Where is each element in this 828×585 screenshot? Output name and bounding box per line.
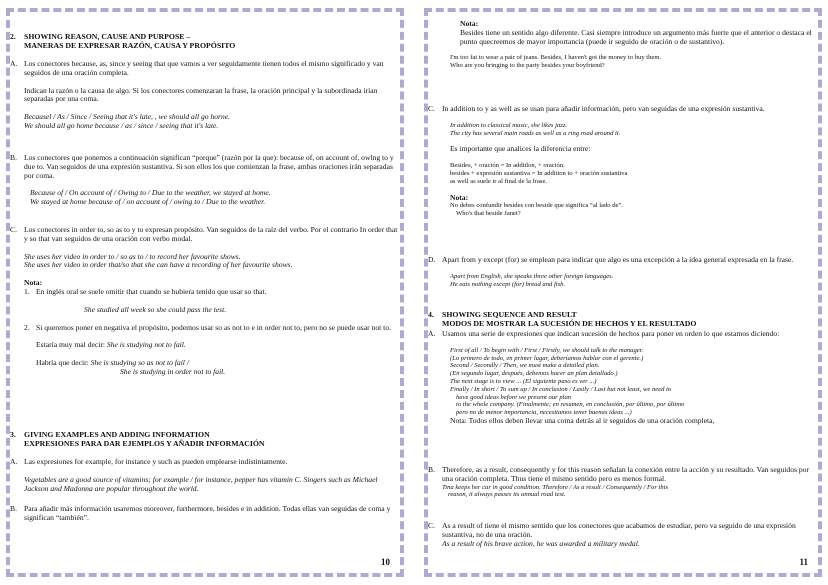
example: As a result of his brave action, he was awarded a military medal. [442, 538, 640, 548]
section-title: SHOWING SEQUENCE AND RESULT [442, 310, 577, 319]
example-line: to the whole company. (Finalmente; en resumen, en conclusión, por último, por último [456, 401, 685, 409]
example: Tina keeps her car in good condition. Therefore / As a result / Consequently / For this [442, 483, 669, 491]
paragraph: Los conectores in order to, so as to y to expresan propósito. Van seguidos de la raíz del verbo. Por el contrario In order that y so that van seguidos de una oración con verbo modal. [24, 225, 398, 243]
example: Because of / On account of / Owing to / Due to the weather, we stayed at home. [30, 188, 271, 198]
example: Apart from English, she speaks three other foreign languages. [450, 272, 614, 280]
paragraph: Para añadir más información usaremos moreover, furthermore, besides e in addition. Todas ellas van seguidas de coma y significan “también”. [24, 504, 391, 522]
example: Who's that beside Janet? [456, 210, 521, 218]
example: She studied all week so she could pass the test. [84, 304, 227, 314]
example: We stayed at home because of / on account of / owing to / Due to the weather. [30, 197, 266, 207]
paragraph: Therefore, as a result, consequently y for this reason señalan la conexión entre la acción y su resultado. Van seguidos por una oración completa. Thus tiene el mismo sentido pero es menos formal. [442, 465, 809, 483]
section-subtitle: MANERAS DE EXPRESAR RAZÓN, CAUSA Y PROPÓSITO [24, 41, 236, 50]
item-b: B. Los conectores que ponemos a continuación significan “porque” (razón por la que): because of, on account of, owlng to y due to. Van seguidos de una expresión sustantiva. Si son ellos los que comienzan la frase, ambas oraciones irán separadas por coma. Because of / On account of / Owing to / Due to the weather, we stayed at home. We stayed at home because of / on account of / owing to / Due to the weather. [10, 154, 400, 207]
item-3a: A. Las expresiones for example, for instance y such as pueden emplearse indistintamente. Vegetables are a good source of vitamins; for example / for instance, pepper has vitamin C. Singers such as Michael Jackson and Madonna are popular throughout the world. [10, 458, 400, 493]
example: We should all go home because / as / since / seeing that it's late. [24, 120, 219, 130]
item-4c: C. As a result of tiene el mismo sentido que los conectores que acabamos de estudiar, pero va seguido de una expresión sustantiva, no de una oración. As a result of his brave action, he was awarded a military medal. [428, 522, 818, 548]
sequence-examples [428, 347, 818, 417]
example: The city has several main roads as well as a ring road around it. [450, 129, 621, 137]
section-4-heading: 4. SHOWING SEQUENCE AND RESULT MODOS DE MOSTRAR LA SUCESIÓN DE HECHOS Y EL RESULTADO [428, 310, 818, 328]
example-line: Finally / In short / To sum up / In conclusion / Lastly / Last but not least, we need to [450, 385, 672, 393]
paragraph: Las expresiones for example, for instance y such as pueden emplearse indistintamente. [24, 457, 288, 466]
section-2-heading: 2. SHOWING REASON, CAUSE AND PURPOSE – MANERAS DE EXPRESAR RAZÓN, CAUSA Y PROPÓSITO [10, 32, 400, 50]
paragraph: Usamos una serie de expresiones que indican sucesión de hechos para poner en orden lo que estamos diciendo: [442, 329, 780, 338]
paragraph: As a result of tiene el mismo sentido que los conectores que acabamos de estudiar, pero va seguido de una expresión sustantiva, no de una oración. [442, 521, 796, 539]
page-11 [424, 8, 822, 577]
note-title: Nota: [24, 278, 43, 288]
rule: Besides, + oración = In additlon, + oración. [450, 162, 565, 170]
paragraph: Indican la razón o la causa de algo. Si los conectores comenzaran la frase, la oración principal y la subordinada irían separadas por una coma. [24, 85, 378, 104]
section-subtitle: EXPRESIONES PARA DAR EJEMPLOS Y AÑADIR INFORMACIÓN [24, 439, 265, 448]
item-4b: B. Therefore, as a result, consequently y for this reason señalan la conexión entre la acción y su resultado. Van seguidos por una oración completa. Thus tiene el mismo sentido pero es menos formal. Tina keeps her car in good condition. Therefore / As a result / Consequently / For this reason, it always passes its annual road test. [428, 466, 818, 499]
section-title: SHOWING REASON, CAUSE AND PURPOSE – [24, 32, 191, 41]
paragraph: Apart from y except (for) se emplean para indicar que algo es una excepción a la idea general expresada en la frase. [442, 255, 794, 264]
rule: besides + expresión sustantiva = In addition to + oración sustantiva [450, 169, 628, 177]
example-line: (En segundo lugar, después, debemos hacer un plan detallado.) [450, 370, 618, 378]
note-title: Nota: [460, 19, 479, 28]
item-a: A. Los conectores because, as, since y seeing that que vamos a ver seguidamente tienen todos el mismo significado y van seguidos de una oración completa. Indican la razón o la causa de algo. Si los conectores comenzaran la frase, la oración principal y la subordinada irían separadas por una coma. Becausel / As / Since / Seeing that it's late, , we should all go horne. We should all go home because / as / since / seeing that it's late. [10, 60, 400, 131]
item-3b: B. Para añadir más información usaremos moreover, furthermore, besides e in addition. Todas ellas van seguidas de coma y significan “también”. [10, 505, 400, 523]
correct-example: Habría que decir: She is studying so as not to fail / [36, 358, 189, 368]
example: reason, it always passes its annual road test. [448, 491, 566, 499]
example: In addition to classical music, she likes jazz. [450, 121, 568, 129]
note-title: Nota: [450, 192, 469, 202]
example-line: have good ideas before we present our plan [456, 393, 572, 401]
example-line: pero no de menor importancia, necesitamos tener buenas ideas ...) [456, 409, 632, 417]
item-d: D. Apart from y except (for) se emplean para indicar que algo es una excepción a la idea general expresada en la frase. Apart from English, she speaks three other foreign languages. He eats nothing except (for) bread and fish. [428, 256, 818, 288]
example-line: (Lo primero de todo, en primer lugar, deberíamos hablar con el gerente.) [450, 354, 644, 362]
rule: as well as suele ir al final de la frase. [450, 177, 548, 185]
example-line: Second / Secondly / Then, we must make a detailed plan. [450, 362, 600, 370]
section-3-heading: 3. GIVING EXAMPLES AND ADDING INFORMATION EXPRESIONES PARA DAR EJEMPLOS Y AÑADIR INFORMACIÓN [10, 430, 400, 448]
example: She is studying in order not to fail. [120, 366, 226, 376]
page-number: 11 [799, 557, 808, 567]
paragraph: In addition to y as well as se usan para añadir información, pero van seguidas de una expresión sustantiva. [442, 104, 765, 113]
example: Who are you bringing to the party besides your boyfriend? [450, 62, 605, 70]
note-text: Si queremos poner en negativa el propósito, podemos usar so as not to e in order not to, pero no se puede usar not to. [36, 322, 391, 332]
paragraph: Los conectores because, as, since y seeing that que vamos a ver seguidamente tienen todos el mismo significado y van seguidos de una oración completa. [24, 59, 384, 77]
example-line: The next stage is to view ... (El siguiente paso es ver ...) [450, 377, 597, 385]
page-10 [6, 8, 404, 577]
page-number: 10 [381, 557, 390, 567]
item-4a: A. Usamos una serie de expresiones que indican sucesión de hechos para poner en orden lo que estamos diciendo: First of all / To begin with / First / Firstly, we should talk to the manager. (Lo primero de todo, en primer lugar, deberíamos hablar con el gerente.) Second / Secondly / Then, we must make a detailed plan. (En segundo lugar, después, debemos hacer un plan detallado.) The next stage is to view ... (El siguiente paso es ver ...) Finally / In short / To sum up / In conclusion / Lastly / Last but not least, we need to have good ideas before we present our plan to the whole company. (Finalmente; en resumen, en conclusión, por último, por último pero no de menor importancia, necesitamos tener buenas ideas ...) Nota: Todos ellos deben llevar una coma detrás al ir seguidos de una oración completa, [428, 330, 818, 426]
example: He eats nothing except (for) bread and fish. [450, 280, 566, 288]
item-c: C. In addition to y as well as se usan para añadir información, pero van seguidas de una expresión sustantiva. In addition to classical music, she likes jazz. The city has several main roads as well as a ring road around it. Es importante que analices la diferencia entre: Besides, + oración = In additlon, + oración. besides + expresión sustantiva = In addition to + oración sustantiva as well as suele ir al final de la frase. Nota: No debes confundir besides con beside que significa “al lado de”. Who's that beside Janet? [428, 105, 818, 218]
example: Becausel / As / Since / Seeing that it's late, , we should all go horne. [24, 112, 231, 122]
besides-note [428, 20, 818, 70]
paragraph: Los conectores que ponemos a continuación significan “porque” (razón por la que): because of, on account of, owlng to y due to. Van seguidos de una expresión sustantiva. Si son ellos los que comienzan la frase, ambas oraciones irán separadas por coma. [24, 153, 394, 180]
item-c: C. Los conectores in order to, so as to y to expresan propósito. Van seguidos de la raíz del verbo. Por el contrario In order that y so that van seguidos de una oración con verbo modal. She uses her video in order to / so as to / to record her favourite shows. She uses her video in order that/so that she can have a recording of her favourite shows. Nota: 1. En inglés oral se suele omitir that cuando se hubiera tenido que usar so that. She studied all week so she could pass the test. 2. Si queremos poner en negativa el propósito, podemos usar so as not to e in order not to, pero no se puede usar not to. Estaría muy mal decir: She is studying not to fail. Habría que decir: She is studying so as not to fail / She is studying in order not to fail. [10, 226, 400, 377]
note-text: En inglés oral se suele omitir that cuando se hubiera tenido que usar so that. [36, 286, 267, 296]
example: She uses her video in order to / so as to / to record her favourite shows. [24, 251, 241, 261]
example-line: First of all / To begin with / First / Firstly, we should talk to the manager. [450, 346, 644, 354]
section-subtitle: MODOS DE MOSTRAR LA SUCESIÓN DE HECHOS Y EL RESULTADO [442, 319, 697, 328]
wrong-example: Estaría muy mal decir: She is studying not to fail. [36, 340, 186, 350]
example: Vegetables are a good source of vitamins; for example / for instance, pepper has vitamin C. Singers such as Michael Jackson and Madonna are popular throughout the world. [24, 474, 378, 493]
note-text: No debes confundir besides con beside que significa “al lado de”. [450, 202, 624, 210]
example: She uses her video in order that/so that she can have a recording of her favourite shows. [24, 260, 293, 270]
paragraph: Es importante que analices la diferencia entre: [450, 144, 591, 154]
note-text: Besides tiene un sentido algo diferente. Casi siempre introduce un argumento más fuerte que el anterior o destaca el punto quecreemos de mayor importancia (puede ir seguido de oración o de sustantivo). [460, 27, 812, 46]
section-title: GIVING EXAMPLES AND ADDING INFORMATION [24, 430, 210, 439]
note-text: Nota: Todos ellos deben llevar una coma detrás al ir seguidos de una oración completa, [450, 415, 715, 425]
example: I'm too fat to wear a pair of jeans. Besides, I haven't got the money to buy them. [450, 54, 662, 62]
